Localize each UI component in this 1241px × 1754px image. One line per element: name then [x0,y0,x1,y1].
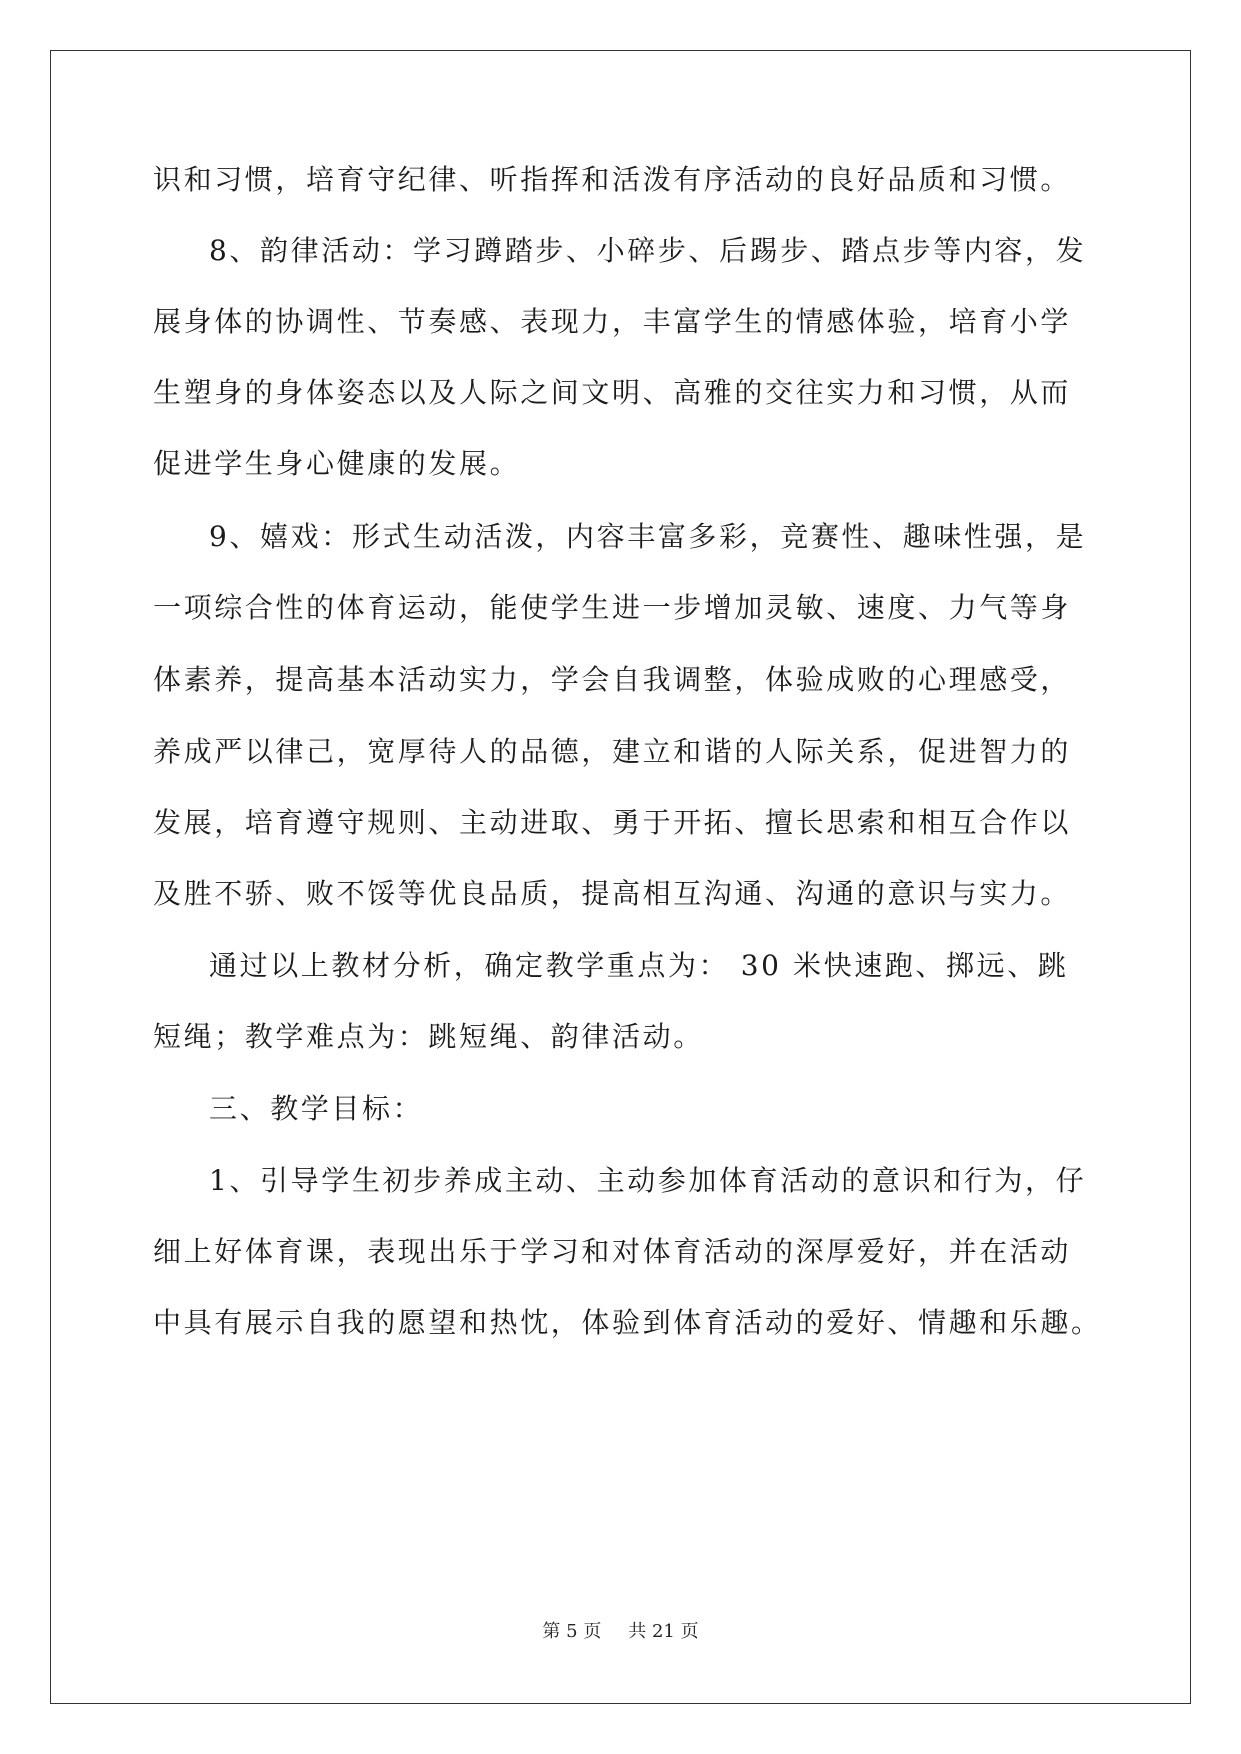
text-line: 中具有展示自我的愿望和热忱，体验到体育活动的爱好、情趣和乐趣。 [153,1306,1102,1339]
text-line: 9、嬉戏：形式生动活泼，内容丰富多彩，竞赛性、趣味性强，是 [209,520,1087,553]
text-line: 养成严以律己，宽厚待人的品德，建立和谐的人际关系，促进智力的 [153,735,1072,768]
text-line: 体素养，提高基本活动实力，学会自我调整，体验成败的心理感受， [153,663,1072,696]
text-line: 识和习惯，培育守纪律、听指挥和活泼有序活动的良好品质和习惯。 [153,163,1072,196]
text-line: 细上好体育课，表现出乐于学习和对体育活动的深厚爱好，并在活动 [153,1235,1072,1268]
text-line: 短绳；教学难点为：跳短绳、韵律活动。 [153,1020,704,1053]
total-pages: 共 21 页 [628,1621,699,1642]
text-line: 发展，培育遵守规则、主动进取、勇于开拓、擅长思索和相互合作以 [153,806,1072,839]
text-line: 1、引导学生初步养成主动、主动参加体育活动的意识和行为，仔 [209,1164,1087,1197]
text-line: 及胜不骄、败不馁等优良品质，提高相互沟通、沟通的意识与实力。 [153,877,1072,910]
section-heading: 三、教学目标： [209,1092,424,1125]
page-number: 第 5 页 [542,1621,602,1642]
text-line: 生塑身的身体姿态以及人际之间文明、高雅的交往实力和习惯，从而 [153,376,1072,409]
text-line: 通过以上教材分析，确定教学重点为： 30 米快速跑、掷远、跳 [209,949,1069,982]
text-line: 展身体的协调性、节奏感、表现力，丰富学生的情感体验，培育小学 [153,305,1072,338]
text-line: 促进学生身心健康的发展。 [153,447,521,480]
text-line: 一项综合性的体育运动，能使学生进一步增加灵敏、速度、力气等身 [153,591,1072,624]
text-line: 8、韵律活动：学习蹲踏步、小碎步、后踢步、踏点步等内容，发 [209,234,1087,267]
page-footer [0,1620,1241,1644]
